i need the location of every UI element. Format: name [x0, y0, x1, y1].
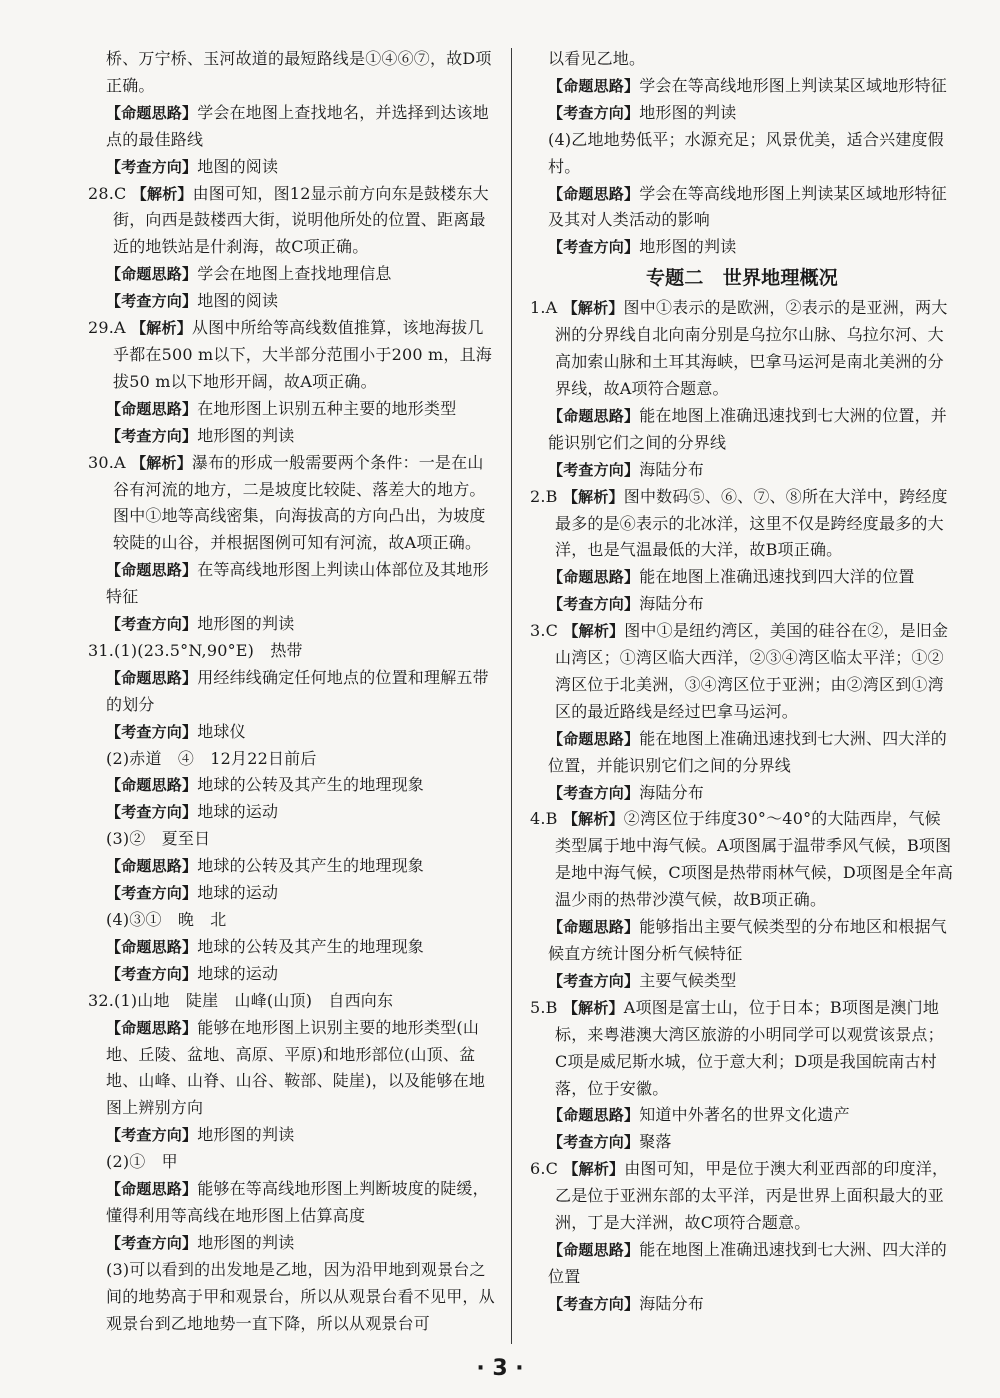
answer-choice: C — [545, 1159, 559, 1179]
answer-text-content: 桥、万宁桥、玉河故道的最短路线是①④⑥⑦，故D项正确。 — [106, 49, 492, 95]
analysis-tag: 【解析】 — [131, 453, 192, 472]
note-tag: 【命题思路】 — [548, 184, 640, 203]
note-line — [530, 1129, 954, 1156]
note-line — [530, 564, 954, 591]
note-line — [88, 1176, 496, 1230]
note-text: 地图的阅读 — [197, 291, 279, 311]
note-line — [88, 880, 496, 907]
note-tag: 【命题思路】 — [106, 561, 198, 580]
note-line — [88, 154, 496, 181]
note-text: 地球的运动 — [197, 883, 279, 903]
note-line — [530, 234, 954, 261]
note-text: 海陆分布 — [639, 459, 705, 479]
answer-text-content: (3)可以看到的出发地是乙地，因为沿甲地到观景台之间的地势高于甲和观景台，所以从观景台看不见甲，从观景台到乙地地势一直下降，所以从观景台可 — [106, 1259, 495, 1333]
note-text: 学会在等高线地形图上判读某区域地形特征及其对人类活动的影响 — [548, 183, 948, 230]
answer-choice: A — [545, 298, 558, 318]
answer-choice: C — [545, 621, 559, 641]
analysis-tag: 【解析】 — [562, 998, 624, 1017]
answer-text-content: (2)赤道 ④ 12月22日前后 — [106, 748, 317, 768]
analysis-text: ②湾区位于纬度30°～40°的大陆西岸，气候类型属于地中海气候。A项图属于温带季风气候，B项图是地中海气候，C项图是热带雨林气候，D项图是全年高温少雨的热带沙漠气候，故B项正确。 — [555, 809, 954, 910]
question-number: 6. — [530, 1159, 546, 1179]
answer-text — [88, 1257, 496, 1338]
question-number: 4. — [530, 809, 546, 829]
note-tag: 【命题思路】 — [106, 103, 198, 122]
note-line — [88, 1122, 496, 1149]
note-tag: 【命题思路】 — [548, 1240, 640, 1259]
note-tag: 【考查方向】 — [548, 1294, 640, 1313]
note-text: 能在地图上准确迅速找到七大洲、四大洋的位置，并能识别它们之间的分界线 — [548, 728, 948, 775]
answer-item — [88, 638, 496, 665]
note-line — [530, 73, 954, 100]
note-text: 能够在等高线地形图上判断坡度的陡缓，懂得利用等高线在地形图上估算高度 — [106, 1179, 489, 1225]
note-text: 学会在地图上查找地名，并选择到达该地点的最佳路线 — [106, 102, 489, 149]
analysis-tag: 【解析】 — [563, 1160, 625, 1179]
analysis-text: A项图是富士山，位于日本；B项图是澳门地标，来粤港澳大湾区旅游的小明同学可以观赏该景点；C项是威尼斯水城，位于意大利；D项是我国皖南古村落，位于安徽。 — [555, 997, 944, 1098]
note-text: 地形图的判读 — [197, 425, 295, 445]
note-tag: 【命题思路】 — [548, 406, 640, 425]
answer-item — [530, 484, 954, 565]
note-text: 地球仪 — [197, 721, 246, 741]
question-number: 3. — [530, 621, 546, 641]
answer-choice: B — [545, 997, 558, 1017]
note-tag: 【考查方向】 — [548, 783, 640, 802]
note-tag: 【考查方向】 — [548, 460, 640, 479]
note-tag: 【命题思路】 — [106, 668, 198, 687]
note-tag: 【考查方向】 — [548, 238, 640, 257]
answer-text — [530, 127, 954, 181]
note-line — [88, 288, 496, 315]
note-line — [88, 1230, 496, 1257]
analysis-tag: 【解析】 — [563, 622, 625, 641]
question-number: 5. — [530, 997, 546, 1017]
analysis-tag: 【解析】 — [131, 184, 193, 203]
note-text: 地球的运动 — [197, 963, 279, 983]
question-number: 29. — [88, 318, 115, 338]
right-column — [530, 46, 954, 1318]
note-text: 地形图的判读 — [639, 102, 737, 122]
note-text: 主要气候类型 — [639, 970, 737, 990]
note-text: 地形图的判读 — [197, 1232, 295, 1252]
note-tag: 【考查方向】 — [548, 1133, 640, 1152]
note-line — [88, 611, 496, 638]
answer-text — [88, 46, 496, 100]
note-line — [530, 403, 954, 457]
note-text: 海陆分布 — [639, 594, 705, 614]
note-text: 用经纬线确定任何地点的位置和理解五带的划分 — [106, 667, 489, 714]
note-tag: 【考查方向】 — [106, 615, 198, 634]
answer-item — [530, 1156, 954, 1237]
question-number: 28. — [88, 183, 115, 203]
note-tag: 【命题思路】 — [106, 1018, 198, 1037]
answer-text — [88, 826, 496, 853]
analysis-text: 从图中所给等高线数值推算，该地海拔几乎都在500 m以下，大半部分范围小于200 m，且海拔50 m以下地形开阔，故A项正确。 — [113, 318, 492, 391]
note-line — [530, 914, 954, 968]
answer-item — [88, 315, 496, 396]
note-text: 能在地图上准确迅速找到四大洋的位置 — [639, 567, 915, 587]
section-title: 专题二 世界地理概况 — [645, 267, 838, 290]
note-line — [530, 1102, 954, 1129]
note-tag: 【命题思路】 — [106, 776, 198, 795]
note-text: 地图的阅读 — [197, 156, 279, 176]
note-text: 地形图的判读 — [197, 1125, 295, 1145]
answer-item — [88, 988, 496, 1015]
note-text: 地球的公转及其产生的地理现象 — [197, 856, 425, 876]
answer-choice: B — [545, 486, 558, 506]
note-line — [530, 457, 954, 484]
note-line — [88, 261, 496, 288]
note-tag: 【考查方向】 — [106, 803, 198, 822]
analysis-text: 图中数码⑤、⑥、⑦、⑧所在大洋中，跨经度最多的是⑥表示的北冰洋，这里不仅是跨经度最多的大洋，也是气温最低的大洋，故B项正确。 — [555, 486, 948, 560]
note-line — [530, 1291, 954, 1318]
question-number: 32. — [88, 990, 115, 1010]
question-number: 1. — [530, 298, 546, 318]
answer-text-content: (4)乙地地势低平；水源充足；风景优美，适合兴建度假村。 — [548, 129, 944, 176]
note-line — [88, 396, 496, 423]
note-tag: 【考查方向】 — [106, 964, 198, 983]
note-line — [88, 557, 496, 611]
note-text: 能够在地形图上识别主要的地形类型(山地、丘陵、盆地、高原、平原)和地形部位(山顶、盆地、山峰、山脊、山谷、鞍部、陡崖)，以及能够在地图上辨别方向 — [106, 1017, 486, 1118]
note-tag: 【考查方向】 — [106, 157, 198, 176]
note-tag: 【考查方向】 — [106, 292, 198, 311]
analysis-tag: 【解析】 — [562, 299, 624, 318]
note-line — [88, 772, 496, 799]
answer-item — [88, 450, 496, 558]
note-text: 地球的运动 — [197, 802, 279, 822]
note-tag: 【命题思路】 — [548, 729, 640, 748]
note-tag: 【命题思路】 — [548, 1106, 640, 1125]
note-text: 海陆分布 — [639, 1293, 705, 1313]
note-line — [530, 726, 954, 780]
note-text: 在地形图上识别五种主要的地形类型 — [197, 398, 457, 418]
note-line — [88, 1015, 496, 1123]
answer-choice: (1)山地 陡崖 山峰(山顶) 自西向东 — [114, 990, 394, 1010]
answer-text — [88, 746, 496, 773]
note-tag: 【命题思路】 — [548, 568, 640, 587]
note-line — [88, 719, 496, 746]
answer-text — [88, 907, 496, 934]
note-line — [88, 423, 496, 450]
note-tag: 【考查方向】 — [106, 1126, 198, 1145]
note-line — [88, 799, 496, 826]
note-text: 能在地图上准确迅速找到七大洲、四大洋的位置 — [548, 1239, 948, 1286]
answer-text-content: (2)① 甲 — [106, 1152, 178, 1172]
column-divider — [511, 48, 512, 1344]
note-line — [530, 100, 954, 127]
answer-choice: C — [114, 183, 127, 203]
note-tag: 【命题思路】 — [106, 1180, 198, 1199]
note-text: 海陆分布 — [639, 782, 705, 802]
question-number: 2. — [530, 486, 546, 506]
note-text: 知道中外著名的世界文化遗产 — [639, 1105, 850, 1125]
note-tag: 【命题思路】 — [106, 857, 198, 876]
answer-text — [88, 1149, 496, 1176]
note-text: 在等高线地形图上判读山体部位及其地形特征 — [106, 560, 489, 607]
answer-text — [530, 46, 954, 73]
note-line — [88, 853, 496, 880]
note-tag: 【考查方向】 — [106, 722, 198, 741]
note-tag: 【考查方向】 — [106, 1233, 198, 1252]
answer-text-content: (3)② 夏至日 — [106, 829, 211, 849]
note-line — [88, 934, 496, 961]
note-tag: 【考查方向】 — [548, 103, 640, 122]
answer-item — [88, 181, 496, 262]
note-text: 地球的公转及其产生的地理现象 — [197, 936, 425, 956]
note-tag: 【考查方向】 — [548, 971, 640, 990]
note-line — [530, 181, 954, 235]
answer-choice: A — [114, 318, 126, 338]
note-tag: 【考查方向】 — [548, 595, 640, 614]
answer-choice: (1)(23.5°N,90°E) 热带 — [114, 640, 303, 660]
analysis-text: 图中①表示的是欧洲，②表示的是亚洲，两大洲的分界线自北向南分别是乌拉尔山脉、乌拉尔河、大高加索山脉和土耳其海峡，巴拿马运河是南北美洲的分界线，故A项符合题意。 — [555, 298, 948, 398]
left-column — [88, 46, 496, 1338]
note-tag: 【命题思路】 — [548, 918, 640, 937]
answer-choice: B — [545, 809, 558, 829]
note-text: 学会在等高线地形图上判读某区域地形特征 — [639, 75, 948, 95]
page-number: · 3 · — [476, 1356, 524, 1381]
analysis-text: 由图可知，图12显示前方向东是鼓楼东大街，向西是鼓楼西大街，说明他所处的位置、距离最近的地铁站是什刹海，故C项正确。 — [113, 183, 489, 257]
note-line — [530, 1237, 954, 1291]
note-line — [530, 968, 954, 995]
note-text: 地球的公转及其产生的地理现象 — [197, 775, 425, 795]
answer-item — [530, 995, 954, 1103]
note-line — [530, 591, 954, 618]
analysis-tag: 【解析】 — [562, 487, 624, 506]
analysis-tag: 【解析】 — [562, 810, 624, 829]
note-text: 能在地图上准确迅速找到七大洲的位置，并能识别它们之间的分界线 — [548, 405, 948, 452]
analysis-text: 图中①是纽约湾区，美国的硅谷在②，是旧金山湾区；①湾区临大西洋，②③④湾区临太平洋；①②湾区位于北美洲，③④湾区位于亚洲；由②湾区到①湾区的最近路线是经过巴拿马运河。 — [555, 621, 949, 721]
answer-item — [530, 295, 954, 403]
question-number: 30. — [88, 452, 115, 472]
answer-item — [530, 618, 954, 726]
answer-choice: A — [114, 452, 126, 472]
note-text: 能够指出主要气候类型的分布地区和根据气候直方统计图分析气候特征 — [548, 917, 948, 963]
note-line — [530, 780, 954, 807]
note-tag: 【命题思路】 — [106, 399, 198, 418]
answer-text-content: 以看见乙地。 — [548, 49, 646, 68]
note-text: 地形图的判读 — [639, 237, 737, 257]
analysis-text: 由图可知，甲是位于澳大利亚西部的印度洋，乙是位于亚洲东部的太平洋，丙是世界上面积最大的亚洲，丁是大洋洲，故C项符合题意。 — [555, 1159, 949, 1233]
note-tag: 【命题思路】 — [106, 265, 198, 284]
answer-item — [530, 806, 954, 914]
note-line — [88, 665, 496, 719]
note-text: 地形图的判读 — [197, 614, 295, 634]
note-text: 聚落 — [639, 1132, 672, 1152]
note-tag: 【考查方向】 — [106, 884, 198, 903]
note-tag: 【考查方向】 — [106, 426, 198, 445]
note-line — [88, 100, 496, 154]
analysis-text: 瀑布的形成一般需要两个条件：一是在山谷有河流的地方，二是坡度比较陡、落差大的地方。图中①地等高线密集，向海拔高的方向凸出，为坡度较陡的山谷，并根据图例可知有河流，故A项正确。 — [113, 452, 486, 553]
note-tag: 【命题思路】 — [548, 76, 640, 95]
note-line — [88, 961, 496, 988]
answer-text-content: (4)③① 晚 北 — [106, 910, 227, 929]
note-tag: 【命题思路】 — [106, 937, 198, 956]
note-text: 学会在地图上查找地理信息 — [197, 264, 392, 284]
question-number: 31. — [88, 640, 115, 660]
analysis-tag: 【解析】 — [131, 319, 192, 338]
